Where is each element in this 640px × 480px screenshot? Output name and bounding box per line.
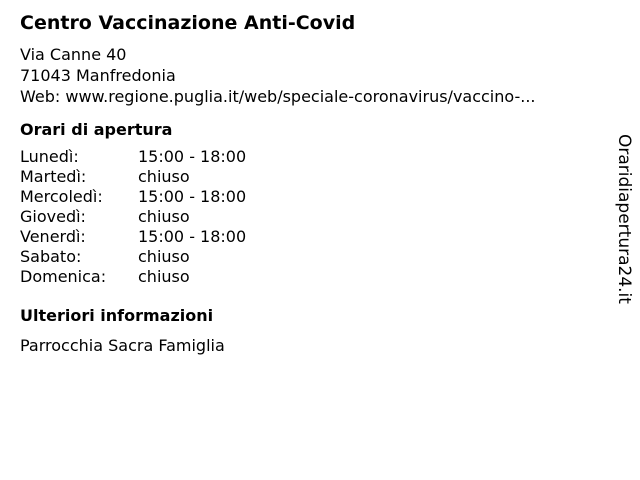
page-title: Centro Vaccinazione Anti-Covid bbox=[20, 12, 356, 34]
hours-row-saturday bbox=[20, 247, 610, 267]
hours-row-wednesday bbox=[20, 187, 610, 207]
hours-value: chiuso bbox=[138, 167, 190, 186]
street-address: Via Canne 40 bbox=[20, 45, 127, 64]
day-label: Sabato: bbox=[20, 247, 82, 266]
day-label: Lunedì: bbox=[20, 147, 79, 166]
hours-value: 15:00 - 18:00 bbox=[138, 147, 247, 166]
hours-row-monday bbox=[20, 147, 610, 167]
hours-value: 15:00 - 18:00 bbox=[138, 227, 247, 246]
hours-row-thursday bbox=[20, 207, 610, 227]
hours-value: 15:00 - 18:00 bbox=[138, 187, 247, 206]
day-label: Venerdì: bbox=[20, 227, 86, 246]
hours-row-sunday bbox=[20, 267, 610, 287]
hours-value: chiuso bbox=[138, 247, 190, 266]
hours-value: chiuso bbox=[138, 267, 190, 286]
opening-hours-table bbox=[20, 147, 610, 287]
day-label: Mercoledì: bbox=[20, 187, 103, 206]
hours-value: chiuso bbox=[138, 207, 190, 226]
opening-hours-heading: Orari di apertura bbox=[20, 120, 173, 139]
day-label: Giovedì: bbox=[20, 207, 86, 226]
city-postal-code: 71043 Manfredonia bbox=[20, 66, 176, 85]
address-block bbox=[20, 44, 610, 107]
store-info-card bbox=[20, 10, 610, 357]
day-label: Domenica: bbox=[20, 267, 107, 286]
website-link[interactable]: Web: www.regione.puglia.it/web/speciale-coronavirus/vaccino-... bbox=[20, 87, 536, 106]
hours-row-tuesday bbox=[20, 167, 610, 187]
hours-row-friday bbox=[20, 227, 610, 247]
more-info-heading: Ulteriori informazioni bbox=[20, 306, 214, 325]
more-info-text: Parrocchia Sacra Famiglia bbox=[20, 336, 225, 355]
day-label: Martedì: bbox=[20, 167, 87, 186]
vertical-brand-watermark: Oraridiapertura24.it bbox=[614, 134, 634, 304]
